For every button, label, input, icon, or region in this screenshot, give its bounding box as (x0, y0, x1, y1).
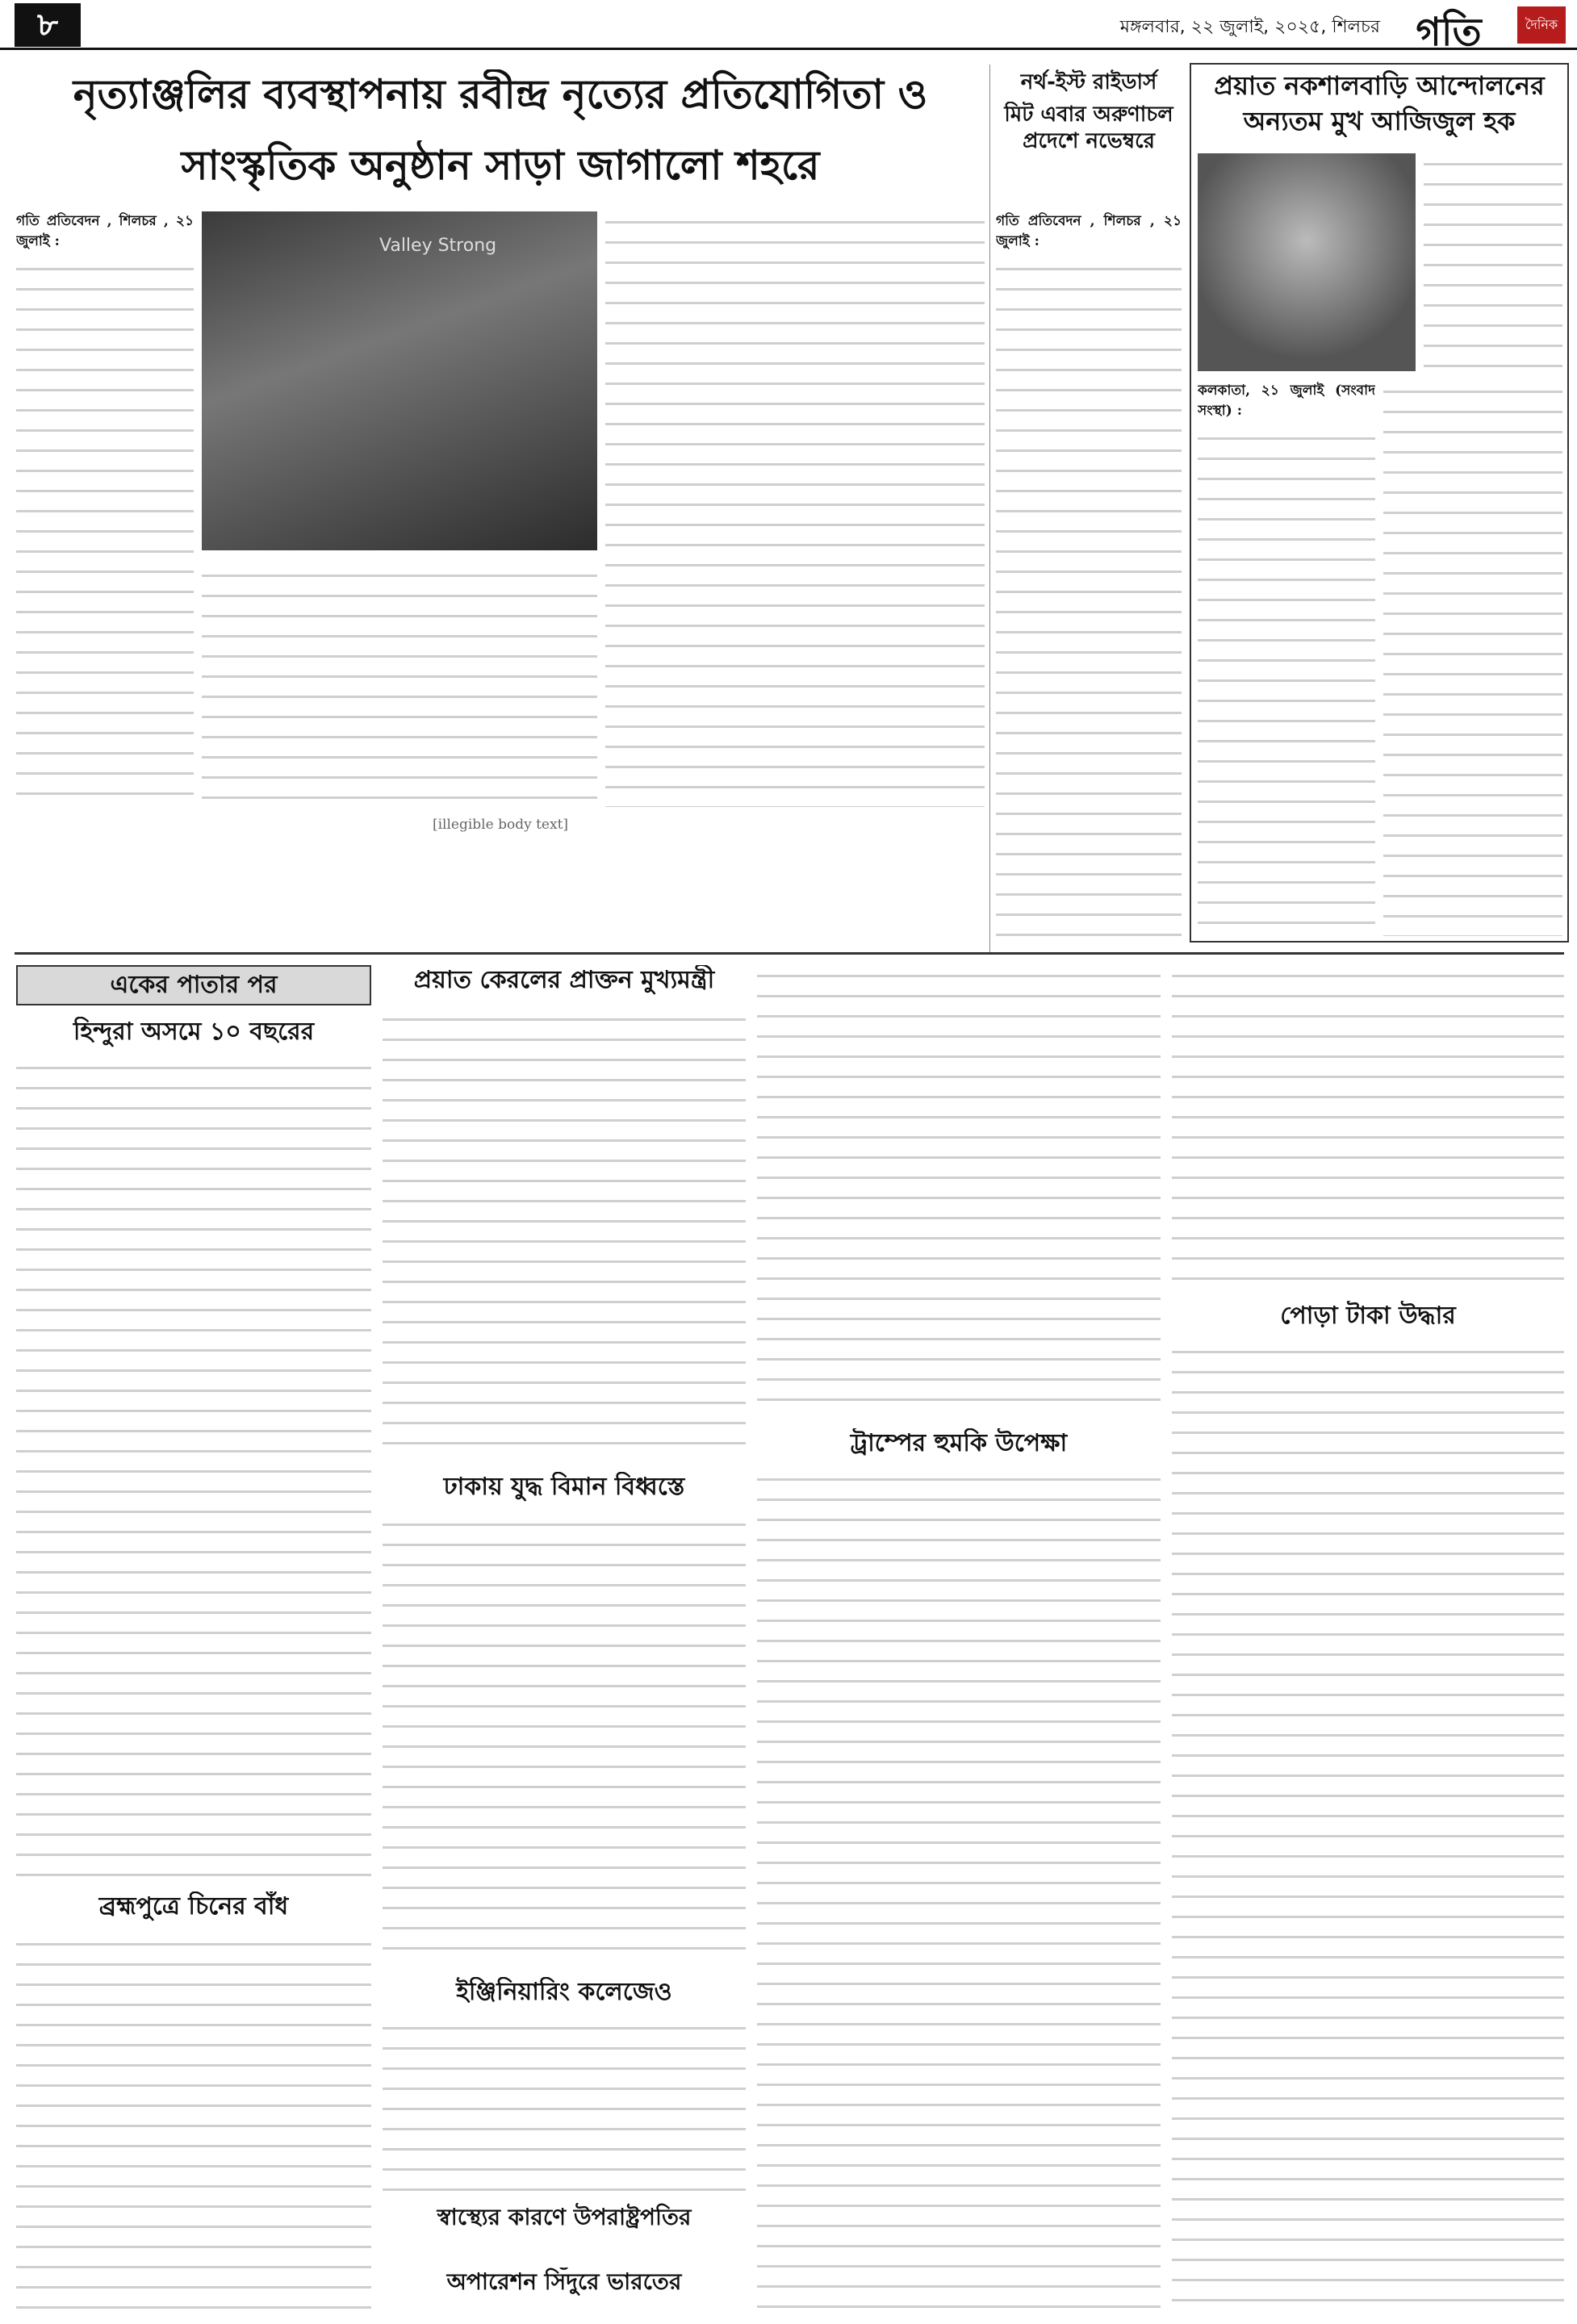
northeast-headline: মিট এবার অরুণাচল প্রদেশে নভেম্বরে (1004, 102, 1173, 153)
right-body-upper (1172, 965, 1564, 1288)
story9-body (1172, 1341, 1564, 2313)
story9-headline: পোড়া টাকা উদ্ধার (1280, 1302, 1456, 1330)
lead-headline-line1: নৃত্যাঞ্জলির ব্যবস্থাপনায় রবীন্দ্র নৃত্যের প্রতিযোগিতা ও (73, 71, 928, 118)
lead-body-note: [illegible body text] (432, 817, 569, 833)
story2-headline: ব্রহ্মপুত্রে চিনের বাঁধ (98, 1892, 289, 1921)
northeast-byline: গতি প্রতিবেদন , শিলচর , ২১ জুলাই : (996, 213, 1182, 249)
obituary-headline-line2: অন্যতম মুখ আজিজুল হক (1243, 106, 1516, 136)
lead-byline: গতি প্রতিবেদন , শিলচর , ২১ জুলাই : (16, 213, 194, 249)
obituary-body-col1 (1198, 428, 1375, 936)
story1-body (16, 1057, 371, 1880)
northeast-body (996, 258, 1182, 936)
obituary-headline-line1: প্রয়াত নকশালবাড়ি আন্দোলনের (1214, 70, 1545, 101)
story3-body (383, 1009, 746, 1461)
story5-body (383, 2017, 746, 2195)
story2-body (16, 1933, 371, 2313)
story5-headline: ইঞ্জিনিয়ারিং কলেজেও (456, 1978, 672, 2006)
story4-headline: ঢাকায় যুদ্ধ বিমান বিধ্বস্তে (443, 1473, 685, 1501)
story3-headline: প্রয়াত কেরলের প্রাক্তন মুখ্যমন্ত্রী (413, 966, 715, 994)
lead-body-column-1 (16, 258, 194, 807)
northeast-kicker: নর্থ-ইস্ট রাইডার্স (1020, 70, 1157, 94)
story6-headline: স্বাস্থ্যের কারণে উপরাষ্ট্রপতির (437, 2204, 692, 2230)
photo-banner-text: Valley Strong (379, 236, 497, 256)
obituary-body-right (1424, 153, 1562, 371)
story7-headline: অপারেশন সিঁদুরে ভারতের (446, 2268, 682, 2295)
obituary-box (1190, 63, 1569, 943)
story8-headline: ট্রাম্পের হুমকি উপেক্ষা (850, 1429, 1068, 1457)
lead-headline-line2: সাংস্কৃতিক অনুষ্ঠান সাড়া জাগালো শহরে (181, 142, 820, 189)
brand-small-logo: দৈনিক (1517, 6, 1566, 44)
column-divider (989, 65, 991, 952)
obituary-byline: কলকাতা, ২১ জুলাই (সংবাদ সংস্থা) : (1198, 382, 1375, 419)
dateline: মঙ্গলবার, ২২ জুলাই, ২০২৫, শিলচর (1119, 17, 1380, 37)
lead-photo (202, 211, 597, 550)
brand-logo: গতি (1416, 10, 1482, 50)
story8-body (757, 1469, 1161, 2313)
page-number: ৮ (15, 3, 81, 47)
story4-body (383, 1514, 746, 1966)
lead-body-column-2 (202, 565, 597, 807)
continued-banner: একের পাতার পর (16, 965, 371, 1005)
lead-body-column-3 (605, 211, 985, 807)
obituary-portrait (1198, 153, 1416, 371)
section-rule (15, 952, 1564, 955)
story1-headline: হিন্দুরা অসমে ১০ বছরের (73, 1018, 315, 1046)
obituary-body-col2 (1383, 381, 1562, 936)
story8-body-upper (757, 965, 1161, 1417)
masthead (0, 0, 1577, 50)
